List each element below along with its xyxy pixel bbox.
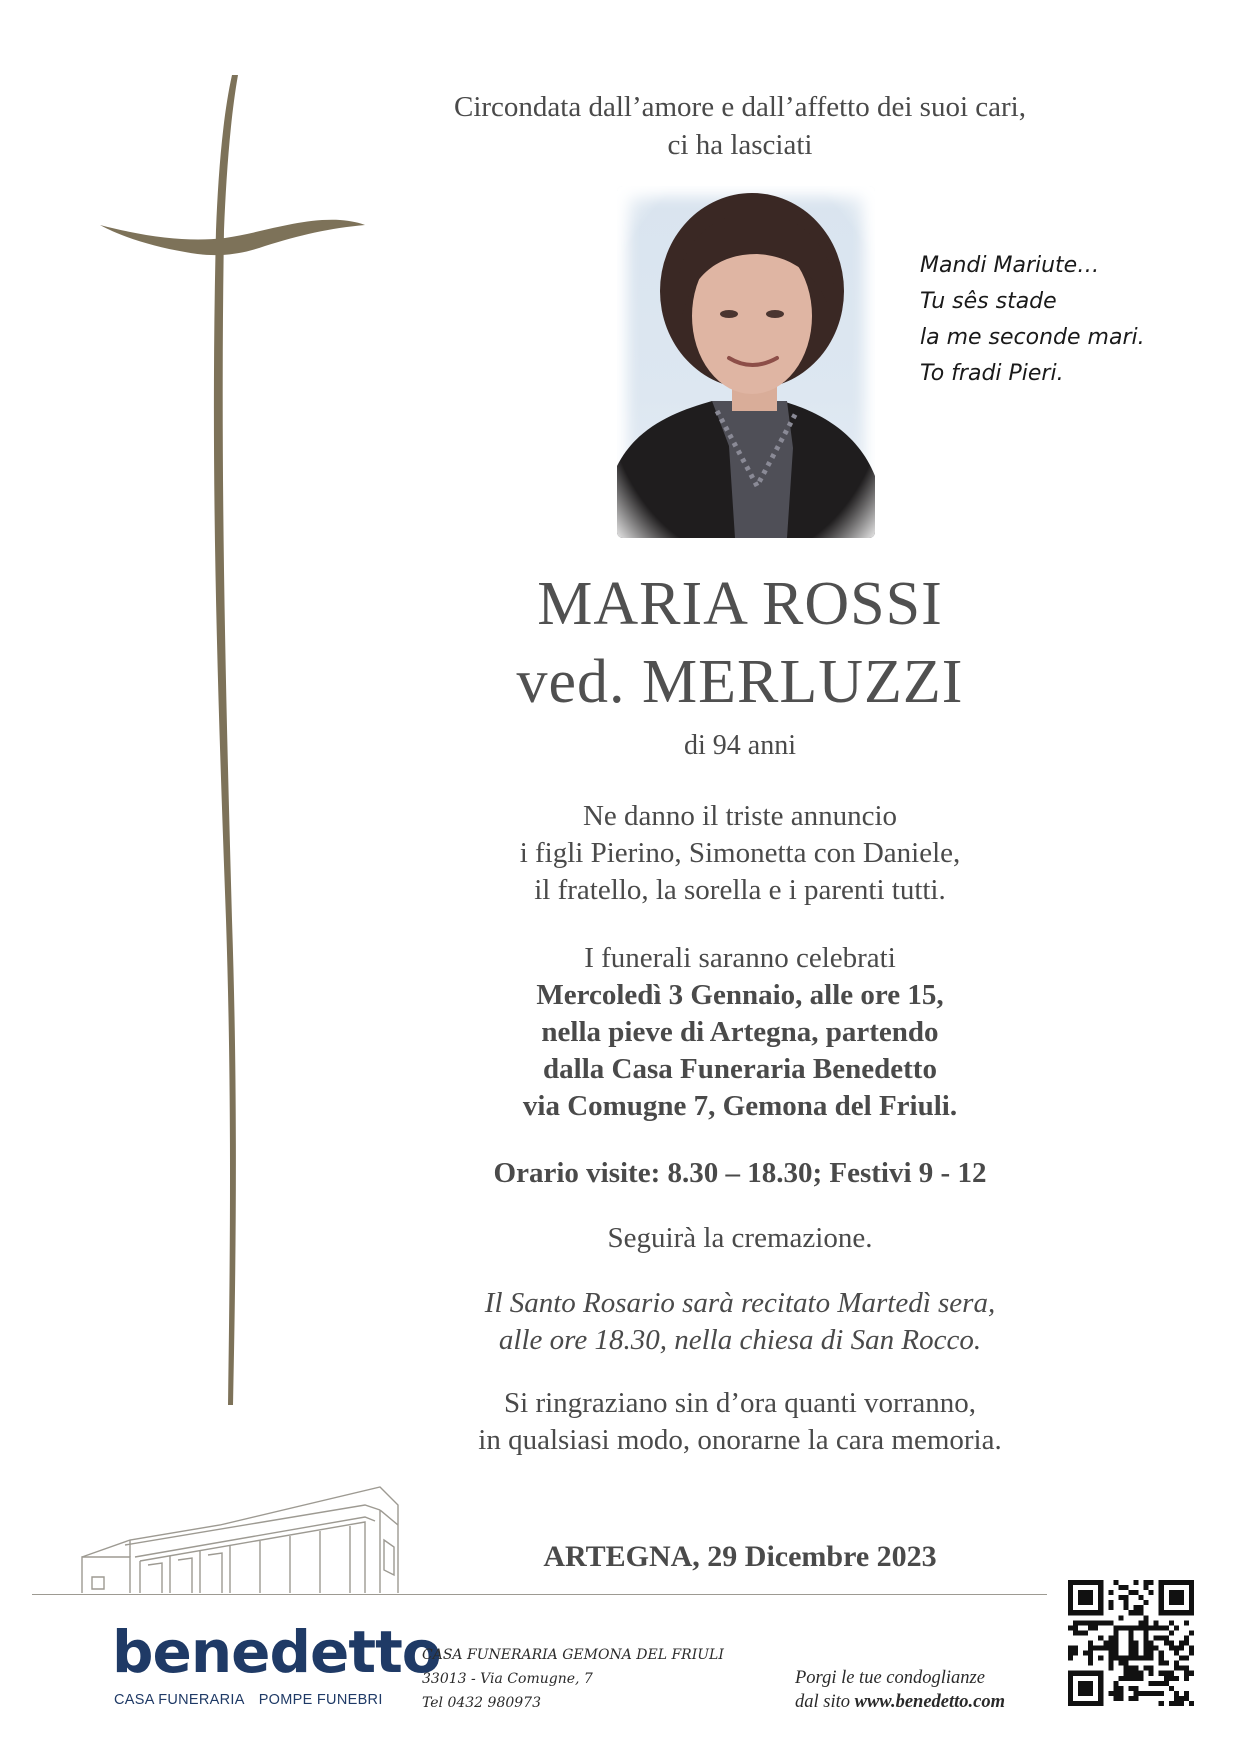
portrait-photo <box>617 186 875 538</box>
qr-code-icon[interactable] <box>1068 1580 1194 1706</box>
announcement-line: Ne danno il triste annuncio <box>582 800 898 832</box>
funeral-home-address <box>422 1643 724 1715</box>
intro-text <box>370 88 1110 164</box>
funeral-detail-line: Mercoledì 3 Gennaio, alle ore 15, <box>536 979 944 1011</box>
dedication-line: Mandi Mariute… <box>920 253 1100 278</box>
announcement-text <box>370 798 1110 909</box>
benedetto-logo: benedetto <box>112 1618 441 1686</box>
funeral-home-building-icon <box>80 1465 410 1595</box>
condolence-line-1: Porgi le tue condoglianze <box>795 1668 985 1688</box>
dedication-text <box>920 248 1220 392</box>
cross-icon <box>90 60 370 1430</box>
funeral-detail-line: nella pieve di Artegna, partendo <box>541 1016 939 1048</box>
funeral-detail-line: dalla Casa Funeraria Benedetto <box>543 1053 937 1085</box>
address-line: Tel 0432 980973 <box>422 1695 541 1711</box>
intro-line-2: ci ha lasciati <box>667 129 813 161</box>
rosary-note <box>370 1285 1110 1359</box>
logo-subtitle-casa: CASA FUNERARIA <box>114 1692 245 1708</box>
condolence-prefix: dal sito <box>795 1692 855 1712</box>
footer-divider <box>32 1594 1047 1595</box>
deceased-widow-of: ved. MERLUZZI <box>516 648 964 716</box>
visiting-hours: Orario visite: 8.30 – 18.30; Festivi 9 - 12 <box>493 1157 987 1189</box>
dedication-line: To fradi Pieri. <box>920 361 1064 386</box>
funeral-detail-line: via Comugne 7, Gemona del Friuli. <box>522 1090 958 1122</box>
portrait-illustration <box>617 186 875 538</box>
condolence-note <box>795 1666 1055 1714</box>
thanks-note <box>370 1385 1110 1459</box>
thanks-line: in qualsiasi modo, onorarne la cara memoria. <box>478 1424 1002 1456</box>
funeral-intro: I funerali saranno celebrati <box>584 942 896 974</box>
logo-subtitle <box>114 1692 397 1708</box>
dedication-line: Tu sês stade <box>920 289 1057 314</box>
address-line: 33013 - Via Comugne, 7 <box>422 1671 593 1687</box>
announcement-line: i figli Pierino, Simonetta con Daniele, <box>519 837 961 869</box>
condolence-site-link[interactable]: www.benedetto.com <box>854 1692 1006 1712</box>
deceased-full-name: MARIA ROSSI <box>537 570 943 638</box>
condolence-line-2 <box>795 1690 1055 1714</box>
rosary-line: alle ore 18.30, nella chiesa di San Rocco. <box>498 1324 982 1356</box>
intro-line-1: Circondata dall’amore e dall’affetto dei suoi cari, <box>454 91 1026 123</box>
address-line: CASA FUNERARIA GEMONA DEL FRIULI <box>422 1647 724 1663</box>
announcement-line: il fratello, la sorella e i parenti tutti. <box>534 874 946 906</box>
rosary-line: Il Santo Rosario sarà recitato Martedì sera, <box>484 1287 996 1319</box>
deceased-age: di 94 anni <box>684 730 796 761</box>
place-date: ARTEGNA, 29 Dicembre 2023 <box>543 1540 937 1573</box>
dedication-line: la me seconde mari. <box>920 325 1145 350</box>
cremation-note: Seguirà la cremazione. <box>607 1222 873 1254</box>
funeral-details <box>370 940 1110 1125</box>
deceased-name <box>370 565 1110 721</box>
thanks-line: Si ringraziano sin d’ora quanti vorranno, <box>504 1387 976 1419</box>
logo-subtitle-pompe: POMPE FUNEBRI <box>258 1692 383 1708</box>
